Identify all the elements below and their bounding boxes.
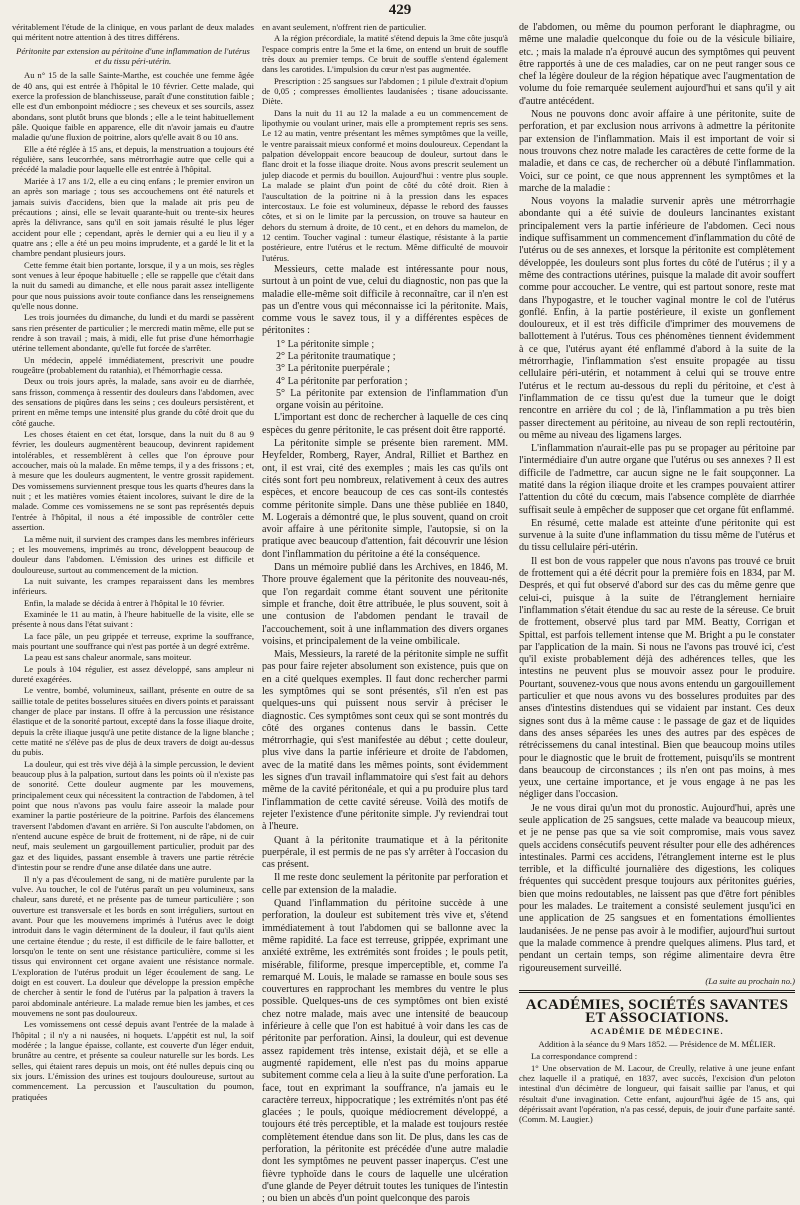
paragraph: L'inflammation n'aurait-elle pas pu se propager au péritoine par l'intermédiaire d'un autre organe que l'utérus ou ses annexes ? Il est difficile de l'admettre, car aucun signe ne le fait soupçonner. La matité dans la région iliaque droite et les crampes pouvaient attirer l'attention du côté du cœcum, mais l'absence complète de diarrhée suffisait seule à empêcher de supposer que cet organe fût enflammé. (519, 443, 795, 516)
paragraph: Examinée le 11 au matin, à l'heure habituelle de la visite, elle se présente à nous dans l'état suivant : (12, 608, 254, 630)
paragraph: La douleur, qui est très vive déjà à la simple percussion, le devient beaucoup plus à la palpation, surtout dans les points où il n'existe pas de sonorité. Cette douleur augmente par les mouvemens, principalement ceux qui nécessitent la contraction de l'abdomen, à tel point que nous n'avons pas voulu faire asseoir la malade pour examiner la partie postérieure de la poitrine. Parfois des élancemens traversent l'abdomen d'avant en arrière. Si l'on ausculte l'abdomen, on n'entend aucune espèce de bruit de frottement, ni de râpe, ni de cuir neuf, mais seulement un gargouillement particulier, produit par des gaz et des liquides, passant ensemble à travers une partie rétrécie d'intestin pour se rendre d'une anse dilatée dans une autre. (12, 758, 254, 873)
paragraph: Prescription : 25 sangsues sur l'abdomen ; 1 pilule d'extrait d'opium de 0,05 ; compresses émollientes laudanisées ; tisane adoucissante. Diète. (262, 75, 508, 107)
paragraph: Nous voyons la maladie survenir après une métrorrhagie abondante qui a été suivie de douleurs lancinantes existant principalement vers la partie inférieure de l'abdomen. Ceci nous indique suffisamment un commencement d'inflammation du côté de l'utérus ou de ses annexes, et lorsque la péritonite est complètement développée, les douleurs sont plus fortes du côté de l'utérus ; il y a même des contractions utérines, puisque la malade dit avoir souffert comme pour accoucher. Le ventre, qui est partout sonore, reste mat dans l'hypogastre, et le toucher vaginal montre le col de l'utérus gonflé. Enfin, à la partie postérieure, il existe un gonflement douloureux, et il est très difficile d'imprimer des mouvemens de ballottement à l'utérus. Tous ces phénomènes tiennent évidemment à ce que, l'utérus ayant été enflammé d'abord à la suite de la métrorrhagie, l'inflammation s'est ensuite propagée au tissu cellulaire péri-utérin, et notamment à celui qui se trouve entre l'utérus et le rectum au-dessous du repli du péritoine, et c'est à l'inflammation de ce tissu qu'est due la tumeur que le doigt rencontre en arrière du col ; de là, l'inflammation a pu très bien passer directement au péritoine, au niveau de son repli rectoutérin, ou même au niveau des ligamens larges. (519, 196, 795, 441)
paragraph: Mariée à 17 ans 1/2, elle a eu cinq enfans ; le premier environ un an après son mariage ; tous ses accouchemens ont été naturels et jamais suivis d'accidens, bien que la malade ait pris peu de précautions ; ainsi, elle se levait quarante-huit ou trente-six heures après la délivrance, sans qu'il en soit jamais résulté le plus léger accident pour elle ; cependant, après le dernier qui a eu lieu il y a quatre ans ; elle a été un peu moins imprudente, et a gardé le lit et la chambre pendant plusieurs jours. (12, 175, 254, 259)
paragraph: Quand l'inflammation du péritoine succède à une perforation, la douleur est subitement très vive et, s'étend immédiatement à tout l'abdomen qui se ballonne avec la même rapidité. La face est terreuse, grippée, exprimant une anxiété extrême, les extrémités sont froides ; le pouls petit, misérable, filiforme, presque imperceptible, et, comme l'a remarqué M. Louis, le malade se ramasse en boule sous ses couvertures en rapprochant les membres du ventre le plus possible. Quelques-uns de ces symptômes ont bien existé chez notre malade, mais avec une intensité de beaucoup inférieure à celle que l'on est habitué à voir dans les cas de péritonite par perforation. Ainsi, la douleur, qui est devenue assez rapidement très intense, existait déjà, et se elle a augmenté rapidement, elle n'est pas du moins apparue subitement comme cela a lieu à la suite d'une perforation. La face, tout en exprimant la souffrance, n'a jamais eu le caractère terreux, hippocratique ; les extrémités n'ont pas été glacées ; le pouls, quoique médiocrement développé, a toujours été très perceptible, et la malade est toujours restée complètement étendue dans son lit. De plus, dans les cas de perforation, la péritonite est précédée d'une autre maladie dont les symptômes ne peuvent passer inaperçus. C'est une fièvre typhoïde dans le cours de laquelle une ulcération d'une glande de Peyer détruit toutes les tuniques de l'intestin ; ou bien un abcès d'un point quelconque des parois (262, 898, 508, 1205)
article-subtitle: Péritonite par extension au péritoine d'une inflammation de l'utérus et du tissu péri-utérin. (16, 45, 250, 67)
paragraph: En résumé, cette malade est atteinte d'une péritonite qui est survenue à la suite d'une inflammation du tissu même de l'utérus et du tissu cellulaire péri-utérin. (519, 517, 795, 554)
paragraph: Le ventre, bombé, volumineux, saillant, présente en outre de sa saillie totale de petites bosselures situées en divers points et paraissant changer de place par instans. Il offre à la percussion une résistance élastique et de la sonorité partout, excepté dans la fosse iliaque droite, depuis la crête iliaque jusqu'à une petite distance de la ligne blanche ; cette matité ne s'élève pas de plus de deux travers de doigt au-dessus du pubis. (12, 685, 254, 758)
paragraph: Les choses étaient en cet état, lorsque, dans la nuit du 8 au 9 février, les douleurs augmentèrent beaucoup, devinrent rapidement intolérables, et ressemblèrent à celles que l'on éprouve pour accoucher, mais où la malade. En même temps, il y a des frissons ; et, à mesure que les douleurs augmentent, le ventre grossit rapidement. Des vomissemens surviennent presque tous les quarts d'heures dans la nuit ; et les matières vomies étaient incolores, suivant le dire de la malade. Comme ces vomissemens ne se sont pas représentés depuis l'entrée à l'hôpital, il nous a été impossible de contrôler cette assertion. (12, 429, 254, 533)
list-item: 3° La péritonite puerpérale ; (276, 363, 390, 375)
paragraph: Il me reste donc seulement la péritonite par perforation et celle par extension de la maladie. (262, 872, 508, 896)
column-3 (519, 22, 795, 1125)
paragraph: Au n° 15 de la salle Sainte-Marthe, est couchée une femme âgée de 40 ans, qui est entrée à l'hôpital le 10 février. Cette malade, qui exerce la profession de blanchisseuse, paraît d'une constitution faible ; elle est d'un embonpoint médiocre ; ses cheveux et ses sourcils, assez abondans, sont plutôt bruns que blonds ; elle a le teint habituellement pâle. Quoique faible en apparence, elle dit n'avoir jamais eu d'autre maladie qu'une fluxion de poitrine, alors qu'elle avait 8 ou 10 ans. (12, 70, 254, 143)
paragraph: Cette femme était bien portante, lorsque, il y a un mois, ses règles sont venues à leur époque habituelle ; elle se rappelle que c'était dans la nuit du samedi au dimanche, et elle nous parait assez intelligente pour que nous puissions avoir toute confiance dans les renseignemens qu'elle nous donne. (12, 259, 254, 311)
paragraph: de l'abdomen, ou même du poumon perforant le diaphragme, ou même une maladie quelconque du foie ou de la vésicule biliaire, etc. ; mais la malade n'a éprouvé aucun des symptômes qui peuvent être rapportés à une de ces maladies, car on ne peut ranger sous ce chef la légère douleur de la région hépatique avec l'augmentation de volume du foie remarquée seulement aujourd'hui et sans qu'il y ait d'autre antécédent. (519, 22, 795, 107)
continued-note: (La suite au prochain no.) (705, 975, 795, 986)
case-notes (262, 22, 508, 263)
paragraph: 1° Une observation de M. Lacour, de Creully, relative à une jeune enfant chez laquelle il a pratiqué, en 1837, avec succès, l'excision d'un peloton intestinal d'un décimètre de longueur, qui faisait saillie par l'anus, et qui résultait d'une invagination. Cette enfant, aujourd'hui âgée de 15 ans, qui dépérissait avant l'opération, n'a pas cessé, depuis, de jouir d'une parfaite santé. (Comm. M. Laugier.) (519, 1062, 795, 1125)
paragraph: véritablement l'étude de la clinique, en vous parlant de deux malades qui méritent notre attention à des titres différens. (12, 22, 254, 43)
paragraph: Un médecin, appelé immédiatement, prescrivit une poudre rougeâtre (probablement du ratanhia), et l'hémorrhagie cessa. (12, 354, 254, 375)
paragraph: La nuit suivante, les crampes reparaissent dans les membres inférieurs. (12, 575, 254, 597)
paragraph: A la région précordiale, la matité s'étend depuis la 3me côte jusqu'à l'espace compris entre la 5me et la 6me, on entend un bruit de souffle très doux au premier temps. Ce bruit de souffle s'entend également dans les carotides. L'impulsion du cœur n'est pas augmentée. (262, 33, 508, 75)
paragraph: La même nuit, il survient des crampes dans les membres inférieurs ; et les mouvemens, imprimés au tronc, développent beaucoup de douleur dans l'abdomen. L'émission des urines est difficile et douloureuse, surtout au commencement de la miction. (12, 533, 254, 575)
paragraph: Messieurs, cette malade est intéressante pour nous, surtout à un point de vue, celui du diagnostic, non pas que la maladie elle-même soit difficile à reconnaître, car il n'en est pas un d'entre vous qui méconnaisse ici la péritonite. Mais, comme vous le savez tous, il y a différentes espèces de péritonites : (262, 263, 508, 337)
section-heading: ACADÉMIES, SOCIÉTÉS SAVANTES ET ASSOCIATIONS. (525, 997, 789, 1026)
paragraph: Elle a été réglée à 15 ans, et depuis, la menstruation a toujours été régulière, sans leucorrhée, sans métrorrhagie autre que celle qui a précédé la maladie pour laquelle elle est entrée à l'hôpital. (12, 143, 254, 175)
paragraph: La péritonite simple se présente bien rarement. MM. Heyfelder, Romberg, Rayer, Andral, Rilliet et Barthez en ont, il est vrai, cité des exemples ; mais les cas qu'ils ont cités sont fort peu nombreux, relativement à ceux des autres espèces, et encore beaucoup de ces cas sont-ils contestés comme péritonite simple. Dans une thèse publiée en 1840, M. Logerais a démontré que, le plus souvent, quand on croit avoir affaire à une péritonite simple, l'autopsie, si on la pratique avec beaucoup d'attention, fait découvrir une lésion dont l'inflammation du péritoine a été la conséquence. (262, 438, 508, 560)
paragraph: Nous ne pouvons donc avoir affaire à une péritonite, suite de perforation, et par exclusion nous arrivons à admettre la péritonite par extension de l'inflammation. Mais il est important de voir si nous trouvons chez notre malade les caractères de cette forme de la maladie, et dans ce cas, de rechercher où a débuté l'inflammation. Voici, sur ce point, ce que nous apprennent les symptômes et la marche de la maladie : (519, 109, 795, 194)
list-item: 5° La péritonite par extension de l'inflammation d'un organe voisin au péritoine. (276, 387, 508, 412)
section-divider (519, 990, 795, 993)
paragraph: Enfin, la malade se décida à entrer à l'hôpital le 10 février. (24, 597, 225, 608)
paragraph: Le pouls à 104 régulier, est assez développé, sans ampleur ni dureté exagérées. (12, 663, 254, 684)
paragraph: La peau est sans chaleur anormale, sans moiteur. (24, 652, 192, 663)
list-item: 4° La péritonite par perforation ; (276, 375, 408, 387)
column-2 (262, 22, 508, 1205)
paragraph: Il est bon de vous rappeler que nous n'avons pas trouvé ce bruit de frottement qui a été décrit pour la première fois en 1834, par M. Després, et qui fut observé d'abord sur des cas du même genre que celui-ci, puisque à la suite de l'étranglement herniaire l'inflammation s'était étendue du sac au reste de la séreuse. Ce bruit de frottement, observé plus tard par MM. Beatty, Corrigan et Spittal, est parfois tellement intense que M. Bright a pu le constater par l'application de la main. Si nous ne l'avons pas trouvé ici, c'est qu'il existe probablement déjà des adhérences telles, que les intestins ne peuvent plus se mouvoir assez pour le produire. Pourtant, souvenez-vous que nous avons entendu un gargouillement particulier et que nous avons vu des bosselures produites par des anses d'intestins distendues qui se vidaient par instant. Ces deux signes sont dus à la même cause : le passage de gaz et de liquides dans des anses séparées les unes des autres par des espèces de rétrécissemens du canal intestinal. Bien que beaucoup moins utiles pour le diagnostic que le bruit de frottement, puisqu'ils se montrent dans beaucoup de circonstances ; ils n'en ont pas moins, à mes yeux, une certaine importance, et je vous engage à ne pas les négliger dans l'occasion. (519, 555, 795, 801)
paragraph: La face pâle, un peu grippée et terreuse, exprime la souffrance, mais pourtant une souffrance qui n'est pas portée à un degré extrême. (12, 630, 254, 651)
academy-heading: ACADÉMIE DE MÉDECINE. (590, 1025, 724, 1036)
paragraph: Dans la nuit du 11 au 12 la malade a eu un commencement de lipothymie ou voulant uriner, mais elle a promptement repris ses sens. Le 12 au matin, ventre présentant les mêmes symptômes que la veille, le ventre paraissait mieux conformé et moins douloureux. Cependant la palpation développait encore beaucoup de douleur, surtout dans le flanc droit et la fosse iliaque droite. Nous avons prescrit seulement un julep diacode et permis du bouillon. Aujourd'hui : ventre plus souple. La malade se plaint d'un point de côté du côté droit. Rien à l'auscultation de la poitrine ni à la pression dans les espaces intercostaux. Le foie est volumineux, dépasse le rebord des fausses côtes, et si on le limite par la percussion, on trouve sa hauteur en dehors du sternum à droite, de 10 cent., et en dehors du mamelon, de 12 centim. Toucher vaginal : tumeur élastique, résistante à la partie postérieure, entre l'utérus et le rectum. Même difficulté de mouvoir l'utérus. (262, 107, 508, 263)
paragraph: Deux ou trois jours après, la malade, sans avoir eu de diarrhée, sans frisson, commença à ressentir des douleurs dans l'abdomen, avec des sensations de piqûres dans les seins ; ces douleurs persistèrent, et prirent en même temps une intensité plus grande du côté droit que du côté gauche. (12, 376, 254, 428)
paragraph: La correspondance comprend : (531, 1051, 638, 1062)
paragraph: L'important est donc de rechercher à laquelle de ces cinq espèces du genre péritonite, le cas présent doit être rapporté. (262, 412, 508, 436)
paragraph: Mais, Messieurs, la rareté de la péritonite simple ne suffit pas pour faire rejeter absolument son existence, puis que on en a cité quelques exemples. Il faut donc rechercher parmi les symptômes qui se sont présentés, s'il n'en est pas quelques-uns qui puissent nous servir à préciser le diagnostic. Ces symptômes sont ceux qui se sont montrés du côté des organes contenus dans le bassin. Cette métrorrhagie, qui s'est manifestée au début ; cette douleur, plus vive dans la partie inférieure et droite de l'abdomen, avec de la matité dans les mêmes points, sont évidemment les signes d'un travail inflammatoire qui s'est fait au dehors même de la cavité péritonéale, et qui a pu produire plus tard l'inflammation de cette cavité séreuse. Voilà des motifs de rejeter l'existence d'une péritonite simple. J'y reviendrai tout à l'heure. (262, 649, 508, 833)
list-item: 2° La péritonite traumatique ; (276, 350, 396, 362)
paragraph: Les vomissemens ont cessé depuis avant l'entrée de la malade à l'hôpital ; il n'y a ni nausées, ni hoquets. L'appétit est nul, la soif modérée ; la langue épaisse, collante, est couverte d'un léger enduit, brunâtre au centre, et présente sa couleur naturelle sur les bords. Les selles, qui étaient rares depuis un mois, ont été nulles depuis cinq ou six jours. L'émission des urines est toujours douloureuse, surtout au commencement. La percussion et l'auscultation du poumon, pratiquées (12, 1019, 254, 1102)
paragraph: Quant à la péritonite traumatique et à la péritonite puerpérale, il est permis de ne pas s'y arrêter à l'occasion du cas présent. (262, 834, 508, 871)
paragraph: en avant seulement, n'offrent rien de particulier. (262, 22, 427, 32)
column-1 (12, 22, 254, 1101)
list-item: 1° La péritonite simple ; (276, 338, 375, 350)
paragraph: Les trois journées du dimanche, du lundi et du mardi se passèrent sans rien présenter de particulier ; le mercredi matin même, elle put se rendre à son travail ; mais, à midi, elle fut prise d'une hémorrhagie utérine tellement abondante, qu'elle fut forcée de s'arrêter. (12, 312, 254, 354)
paragraph: Il n'y a pas d'écoulement de sang, ni de matière purulente par la vulve. Au toucher, le col de l'utérus paraît un peu volumineux, sans chaleur, sans dureté, et ne présente pas de tumeur particulière ; son ouverture est transversale et les bords en sont irréguliers, surtout en avant. Pour que les mouvemens imprimés à l'utérus avec le doigt introduit dans le vagin déterminent de la douleur, il faut qu'ils aient une certaine étendue ; du reste, il est difficile de le faire ballotter, et lorsqu'on le tente on sent une résistance particulière, comme si les tissus qui environnent cet organe avaient une résistance normale. L'exploration de l'utérus produit un léger écoulement de sang. Le doigt en est couvert. La douleur que développe la pression empêche de chercher à sentir le fond de l'utérus par la palpation à travers la paroi abdominale antérieure. La malade remue bien les jambes, et ces mouvemens ne sont pas douloureux. (12, 873, 254, 1018)
paragraph: Dans un mémoire publié dans les Archives, en 1846, M. Thore prouve également que la péritonite des nouveau-nés, que l'on regardait comme étant souvent une péritonite simple et franche, doit être attribuée, le plus souvent, soit à une contusion de l'abdomen pendant le travail de l'accouchement, soit à une inflammation des divers organes voisins, et principalement de la veine ombilicale. (262, 562, 508, 647)
page-number: 429 (388, 2, 412, 18)
paragraph: Je ne vous dirai qu'un mot du pronostic. Aujourd'hui, après une seule application de 25 sangsues, cette malade va beaucoup mieux, et je ne pense pas que sa vie soit compromise, mais vous savez quels accidens consécutifs peuvent résulter pour elle des adhérences intestinales. Parmi ces accidens, l'étranglement interne est le plus terrible, et la difficulté journalière des digestions, les coliques fréquentes qui succèdent presque toujours aux péritonites guéries, bien que moins redoutables, ne laissent pas que d'être fort pénibles pour les malades. Le traitement a consisté seulement jusqu'ici en une application de 25 sangsues et en fomentations émollientes laudanisées. Je ne pense pas avoir à le modifier, aujourd'hui surtout que la malade commence à prendre quelques alimens. Plus tard, et pendant un certain temps, son régime alimentaire devra être rigoureusement surveillé. (519, 802, 795, 974)
session-line: Addition à la séance du 9 Mars 1852. — Présidence de M. MÉLIER. (538, 1039, 776, 1050)
